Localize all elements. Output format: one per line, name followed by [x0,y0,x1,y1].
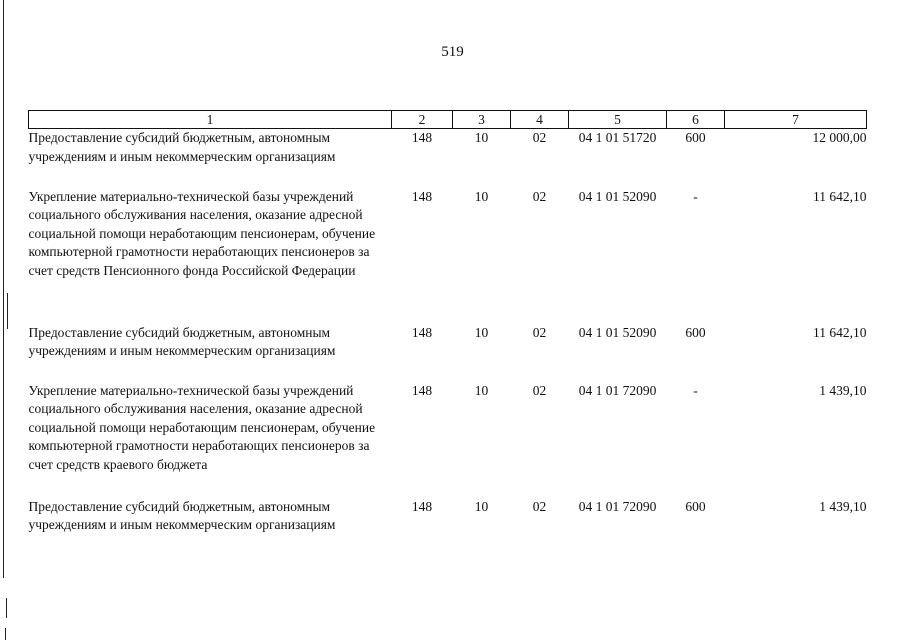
row-target: 04 1 01 52090 [578,324,657,340]
row-type: - [693,382,698,398]
scan-margin-tick [6,598,7,618]
header-col-2: 2 [392,111,453,129]
row-code: 148 [411,130,433,145]
row-amount: 11 642,10 [813,188,867,204]
table-row [29,498,867,538]
row-code: 148 [411,188,433,204]
row-name: Укрепление материально-технической базы учреждений социального обслуживания населения, оказание адресной социальной помощи неработающим пенсионерам, обучение компьютерной грамотности неработающих пенсионеров за счет средств краевого бюджета [28,382,376,472]
row-target: 04 1 01 72090 [578,498,657,514]
row-section: 10 [474,498,489,514]
row-section: 10 [474,382,489,398]
row-subsection: 02 [532,382,547,398]
row-target: 04 1 01 72090 [578,382,657,398]
table-row [29,129,867,188]
header-col-3: 3 [453,111,511,129]
table-header [29,111,867,129]
row-amount: 12 000,00 [812,130,867,145]
table-row [29,188,867,324]
header-col-5: 5 [569,111,667,129]
row-name: Укрепление материально-технической базы учреждений социального обслуживания населения, оказание адресной социальной помощи неработающим пенсионерам, обучение компьютерной грамотности неработающих пенсионеров за счет средств Пенсионного фонда Российской Федерации [28,188,376,278]
header-row [29,111,867,129]
row-name: Предоставление субсидий бюджетным, автономным учреждениям и иным некоммерческим организациям [28,498,336,532]
row-section: 10 [474,188,489,204]
row-code: 148 [411,382,433,398]
row-type: 600 [685,498,706,514]
row-code: 148 [411,498,433,514]
scan-margin-tick [7,293,8,329]
row-section: 10 [474,324,489,340]
row-type: - [693,188,698,204]
row-subsection: 02 [532,498,547,514]
scan-margin-line [3,0,4,578]
row-subsection: 02 [532,188,547,204]
table-row [29,382,867,498]
row-target: 04 1 01 52090 [578,188,657,204]
page-number: 519 [441,44,464,60]
header-col-7: 7 [725,111,867,129]
table-row [29,324,867,382]
row-code: 148 [411,324,433,340]
budget-table [28,110,867,538]
row-section: 10 [474,130,489,145]
row-amount: 1 439,10 [819,498,867,514]
row-name: Предоставление субсидий бюджетным, автономным учреждениям и иным некоммерческим организациям [28,130,336,164]
header-col-6: 6 [667,111,725,129]
row-amount: 11 642,10 [813,324,867,340]
row-subsection: 02 [532,130,547,145]
row-name: Предоставление субсидий бюджетным, автономным учреждениям и иным некоммерческим организациям [28,324,336,358]
row-amount: 1 439,10 [819,382,867,398]
row-subsection: 02 [532,324,547,340]
header-col-1: 1 [29,111,392,129]
row-type: 600 [685,130,706,145]
row-type: 600 [685,324,706,340]
header-col-4: 4 [511,111,569,129]
row-target: 04 1 01 51720 [578,130,657,145]
scan-margin-tick [5,628,6,640]
table-body [29,129,867,538]
